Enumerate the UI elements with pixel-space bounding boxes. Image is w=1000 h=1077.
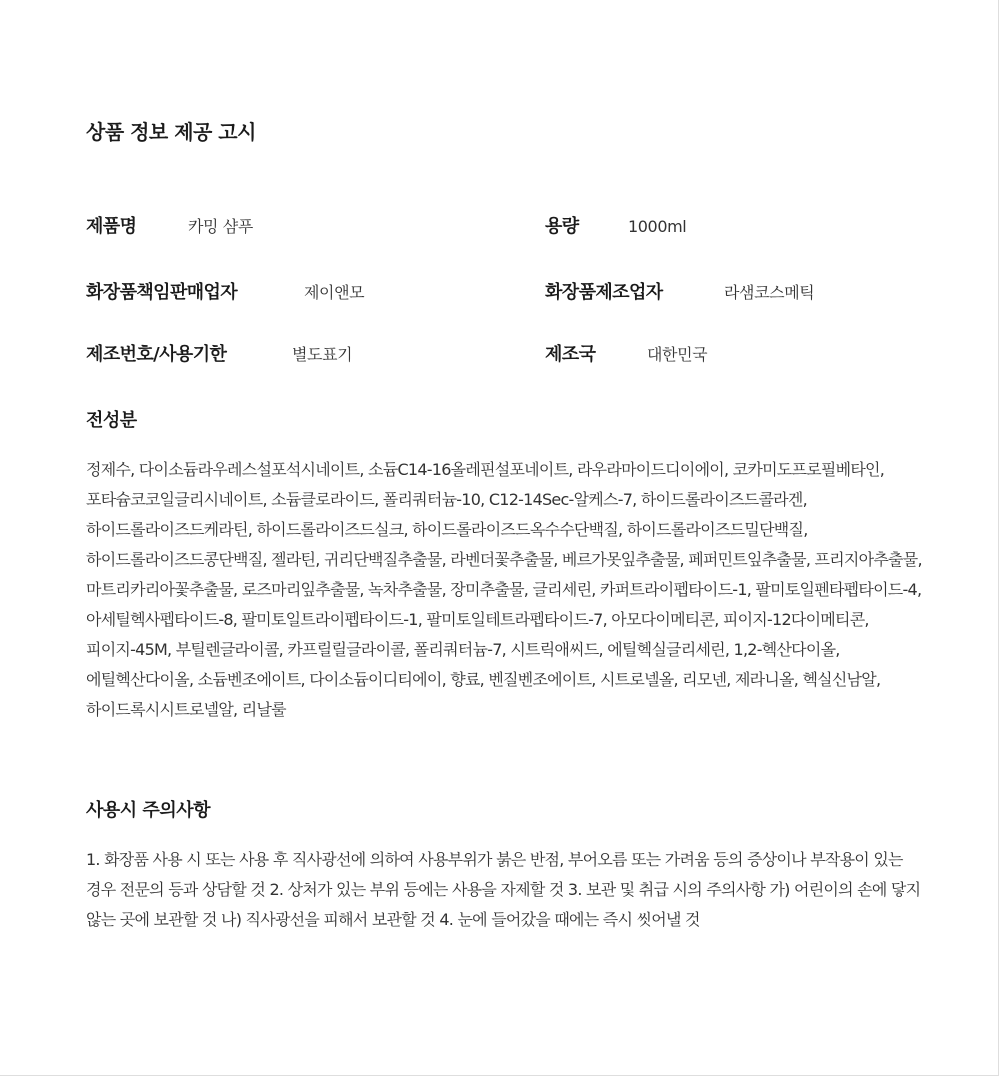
- country-label: 제조국: [545, 344, 596, 365]
- manufacturer-value: 라샘코스메틱: [724, 283, 815, 302]
- notice-title: 상품 정보 제공 고시: [86, 120, 256, 144]
- info-row-2: [86, 278, 922, 308]
- volume-value: 1000ml: [628, 217, 687, 236]
- manufacturer-cell: [545, 278, 814, 304]
- precautions-title: 사용시 주의사항: [86, 800, 210, 821]
- country-cell: [545, 340, 707, 366]
- info-row-3: [86, 340, 922, 370]
- volume-label: 용량: [545, 216, 579, 237]
- product-name-cell: [86, 212, 253, 238]
- ingredients-title: 전성분: [86, 410, 137, 431]
- lot-expiry-value: 별도표기: [292, 345, 353, 364]
- precautions-text: 1. 화장품 사용 시 또는 사용 후 직사광선에 의하여 사용부위가 붉은 반점, 부어오름 또는 가려움 등의 증상이나 부작용이 있는 경우 전문의 등과 상담할 것 2. 상처가 있는 부위 등에는 사용을 자제할 것 3. 보관 및 취급 시의 주의사항 가) 어린이의 손에 닿지 않는 곳에 보관할 것 나) 직사광선을 피해서 보관할 것 4. 눈에 들어갔을 때에는 즉시 씻어낼 것: [86, 850, 921, 929]
- country-value: 대한민국: [647, 345, 708, 364]
- seller-label: 화장품책임판매업자: [86, 282, 238, 303]
- lot-expiry-label: 제조번호/사용기한: [86, 344, 227, 365]
- ingredients-text: 정제수, 다이소듐라우레스설포석시네이트, 소듐C14-16올레핀설포네이트, 라우라마이드디이에이, 코카미도프로필베타인, 포타슘코코일글리시네이트, 소듐클로라이드, 폴리쿼터늄-10, C12-14Sec-알케스-7, 하이드롤라이즈드콜라겐, 하이드롤라이즈드케라틴, 하이드롤라이즈드실크, 하이드롤라이즈드옥수수단백질, 하이드롤라이즈드밀단백질, 하이드롤라이즈드콩단백질, 젤라틴, 귀리단백질추출물, 라벤더꽃추출물, 베르가못잎추출물, 페퍼민트잎추출물, 프리지아추출물, 마트리카리아꽃추출물, 로즈마리잎추출물, 녹차추출물, 장미추출물, 글리세린, 카퍼트라이펩타이드-1, 팔미토일펜타펩타이드-4, 아세틸헥사펩타이드-8, 팔미토일트라이펩타이드-1, 팔미토일테트라펩타이드-7, 아모다이메티콘, 피이지-12다이메티콘, 피이지-45M, 부틸렌글라이콜, 카프릴릴글라이콜, 폴리쿼터늄-7, 시트릭애씨드, 에틸헥실글리세린, 1,2-헥산다이올, 에틸헥산다이올, 소듐벤조에이트, 다이소듐이디티에이, 향료, 벤질벤조에이트, 시트로넬올, 리모넨, 제라니올, 헥실신남알, 하이드록시시트로넬알, 리날룰: [86, 460, 922, 719]
- product-name-value: 카밍 샴푸: [188, 217, 253, 236]
- lot-expiry-cell: [86, 340, 352, 366]
- info-row-1: [86, 212, 922, 242]
- seller-value: 제이앤모: [304, 283, 365, 302]
- manufacturer-label: 화장품제조업자: [545, 282, 663, 303]
- product-name-label: 제품명: [86, 216, 137, 237]
- volume-cell: [545, 212, 686, 238]
- seller-cell: [86, 278, 364, 304]
